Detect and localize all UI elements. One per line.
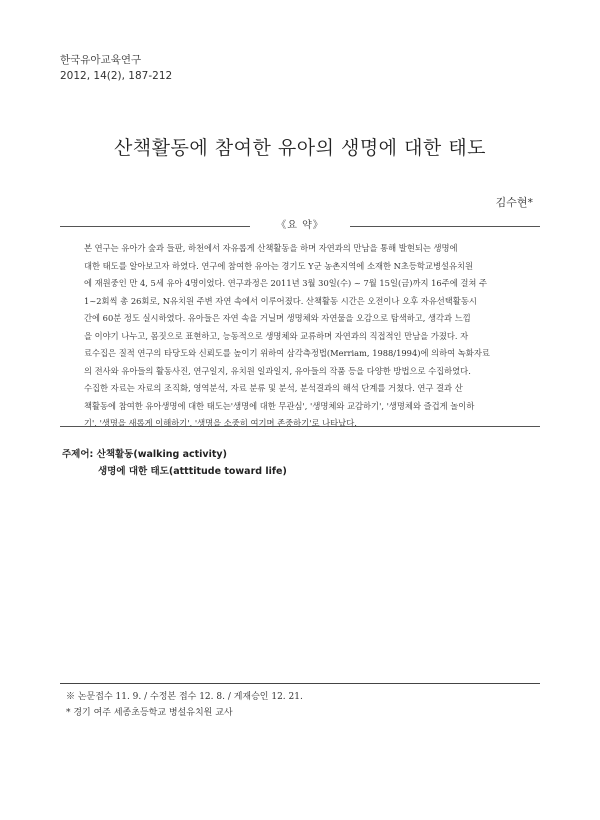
author-name: 김수현* — [495, 196, 533, 209]
abstract-heading-label: 《요 약》 — [276, 220, 324, 231]
abstract-body — [84, 240, 520, 433]
abstract-bottom-rule — [60, 426, 540, 427]
abstract-line: 료수집은 질적 연구의 타당도와 신뢰도를 높이기 위하여 삼각측정법(Merriam, 1988/1994)에 의하여 녹화자료 — [84, 348, 490, 358]
journal-header — [60, 52, 172, 84]
keyword-item: 산책활동(walking activity) — [96, 449, 227, 460]
abstract-line: 간에 60분 정도 실시하였다. 유아들은 자연 속을 거닐며 생명체와 자연물을 오감으로 탐색하고, 생각과 느낌 — [84, 313, 471, 323]
abstract-line: 의 전사와 유아들의 활동사진, 연구일지, 유치원 일과일지, 유아들의 작품 등을 다양한 방법으로 수집하였다. — [84, 365, 471, 376]
footnote-received: ※ 논문접수 11. 9. / 수정본 접수 12. 8. / 게재승인 12. 21. — [66, 692, 303, 702]
keyword-row — [62, 446, 287, 463]
abstract-line: 을 이야기 나누고, 몸짓으로 표현하고, 능동적으로 생명체와 교류하며 자연과의 직접적인 만남을 가졌다. 자 — [84, 330, 469, 341]
paper-title: 산책활동에 참여한 유아의 생명에 대한 태도 — [113, 137, 487, 159]
abstract-rule-right — [350, 226, 540, 227]
footnote-rule — [60, 683, 540, 684]
abstract-line: 책활동에 참여한 유아생명에 대한 태도는'생명에 대한 무관심', '생명체와 교감하기', '생명체와 즐겁게 놀이하 — [84, 400, 475, 411]
keyword-item: 생명에 대한 태도(atttitude toward life) — [98, 466, 287, 477]
abstract-line: 에 재원중인 만 4, 5세 유아 4명이었다. 연구과정은 2011년 3월 30일(수) ~ 7월 15일(금)까지 16주에 걸쳐 주 — [84, 278, 488, 288]
abstract-line: 1~2회씩 총 26회로, N유치원 주변 자연 속에서 이루어졌다. 산책활동 시간은 오전이나 오후 자유선택활동시 — [84, 295, 477, 306]
keywords — [62, 446, 287, 480]
abstract-line: 기', '생명을 새롭게 이해하기', '생명을 소중히 여기며 존중하기'로 나타났다. — [84, 418, 357, 428]
footnote-affiliation: * 경기 여주 세종초등학교 병설유치원 교사 — [66, 708, 233, 718]
journal-name: 한국유아교육연구 — [60, 54, 142, 66]
abstract-line: 대한 태도를 알아보고자 하였다. 연구에 참여한 유아는 경기도 Y군 농촌지역에 소재한 N초등학교병설유치원 — [84, 260, 474, 271]
keyword-row — [62, 463, 287, 480]
keywords-label: 주제어: — [62, 449, 97, 460]
journal-citation: 2012, 14(2), 187-212 — [60, 70, 173, 82]
abstract-line: 수집한 자료는 자료의 조직화, 영역분석, 자료 분류 및 분석, 분석결과의 해석 단계를 거쳤다. 연구 결과 산 — [84, 383, 463, 393]
abstract-heading — [60, 219, 540, 233]
abstract-line: 본 연구는 유아가 숲과 들판, 하천에서 자유롭게 산책활동을 하며 자연과의 만남을 통해 발현되는 생명에 — [84, 243, 458, 253]
footnotes — [66, 689, 303, 721]
